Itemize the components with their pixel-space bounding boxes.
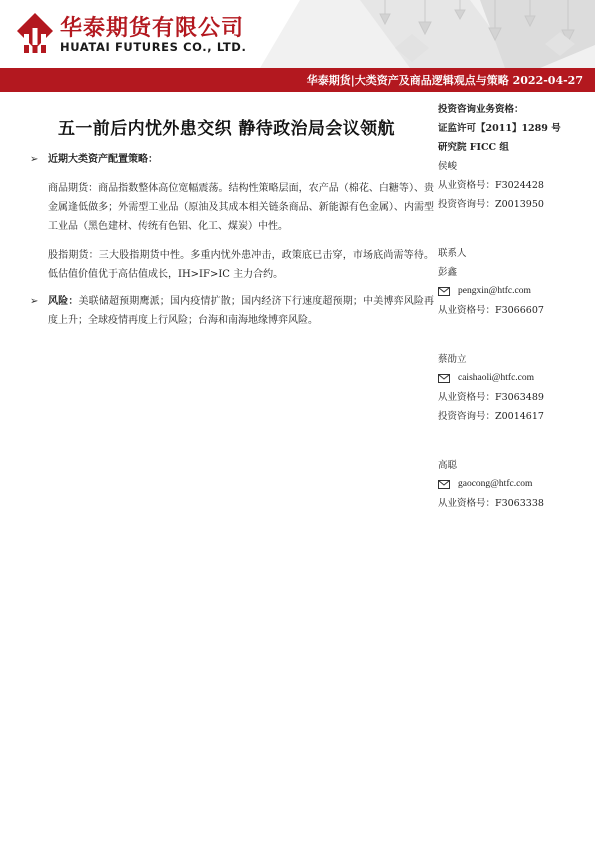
- contact-cert-number: 从业资格号：F3066607: [438, 305, 544, 316]
- report-header: [0, 0, 595, 68]
- section-allocation-heading: [30, 150, 434, 169]
- institute-group: 研究院 FICC 组: [438, 142, 509, 153]
- contact-email-row: [438, 282, 588, 301]
- commodity-futures-paragraph: 商品期货：商品指数整体高位宽幅震荡。结构性策略层面，农产品（棉花、白糖等）、贵金属逢低做多；外需型工业品（原油及其成本相关链条商品、新能源有色金属）、内需型工业品（黑色建材、传统有色铝、化工、煤炭）中性。: [48, 183, 434, 232]
- contact-name: 高聪: [438, 460, 458, 471]
- contact-email-link[interactable]: gaocong@htfc.com: [458, 479, 533, 489]
- report-series-date: 华泰期货|大类资产及商品逻辑观点与策略 2022-04-27: [306, 74, 583, 87]
- contact-email-row: [438, 369, 588, 388]
- company-name-cn: 华泰期货有限公司: [60, 16, 245, 41]
- company-name-en: HUATAI FUTURES CO., LTD.: [60, 40, 247, 54]
- analyst-cert-number: 从业资格号：F3024428: [438, 180, 544, 191]
- section-risk: [30, 292, 434, 330]
- bullet-arrow-icon: ➢: [30, 296, 39, 307]
- envelope-icon: [438, 374, 450, 383]
- analyst-name: 侯峻: [438, 161, 458, 172]
- contact-consult-number: 投资咨询号：Z0014617: [438, 411, 544, 422]
- contact-name: 彭鑫: [438, 267, 458, 278]
- header-band: [0, 68, 595, 92]
- qualification-title: 投资咨询业务资格：: [438, 104, 524, 115]
- huatai-logo-icon: [16, 12, 54, 54]
- contact-cert-number: 从业资格号：F3063338: [438, 498, 544, 509]
- contact-email-link[interactable]: caishaoli@htfc.com: [458, 373, 535, 383]
- envelope-icon: [438, 480, 450, 489]
- risk-text: 美联储超预期鹰派；国内疫情扩散；国内经济下行速度超预期；中美博弈风险再度上升；全球疫情再度上行风险；台海和南海地缘博弈风险。: [48, 296, 435, 326]
- contact-email-link[interactable]: pengxin@htfc.com: [458, 286, 531, 296]
- contact-name: 蔡劭立: [438, 354, 467, 365]
- report-body: [30, 150, 434, 330]
- index-futures-paragraph: 股指期货：三大股指期货中性。多重内忧外患冲击，政策底已击穿，市场底尚需等待。低估值价值优于高估值成长，IH>IF>IC 主力合约。: [48, 250, 434, 280]
- envelope-icon: [438, 287, 450, 296]
- analyst-consult-number: 投资咨询号：Z0013950: [438, 199, 544, 210]
- contact-label: 联系人: [438, 248, 467, 259]
- contact-cert-number: 从业资格号：F3063489: [438, 392, 544, 403]
- bullet-arrow-icon: ➢: [30, 154, 39, 165]
- analyst-sidebar: [438, 100, 588, 513]
- license-number: 证监许可【2011】1289 号: [438, 123, 561, 134]
- allocation-heading-text: 近期大类资产配置策略：: [48, 154, 158, 165]
- contact-email-row: [438, 475, 588, 494]
- report-title: 五一前后内忧外患交织 静待政治局会议领航: [58, 119, 395, 139]
- risk-label: 风险：: [48, 296, 79, 307]
